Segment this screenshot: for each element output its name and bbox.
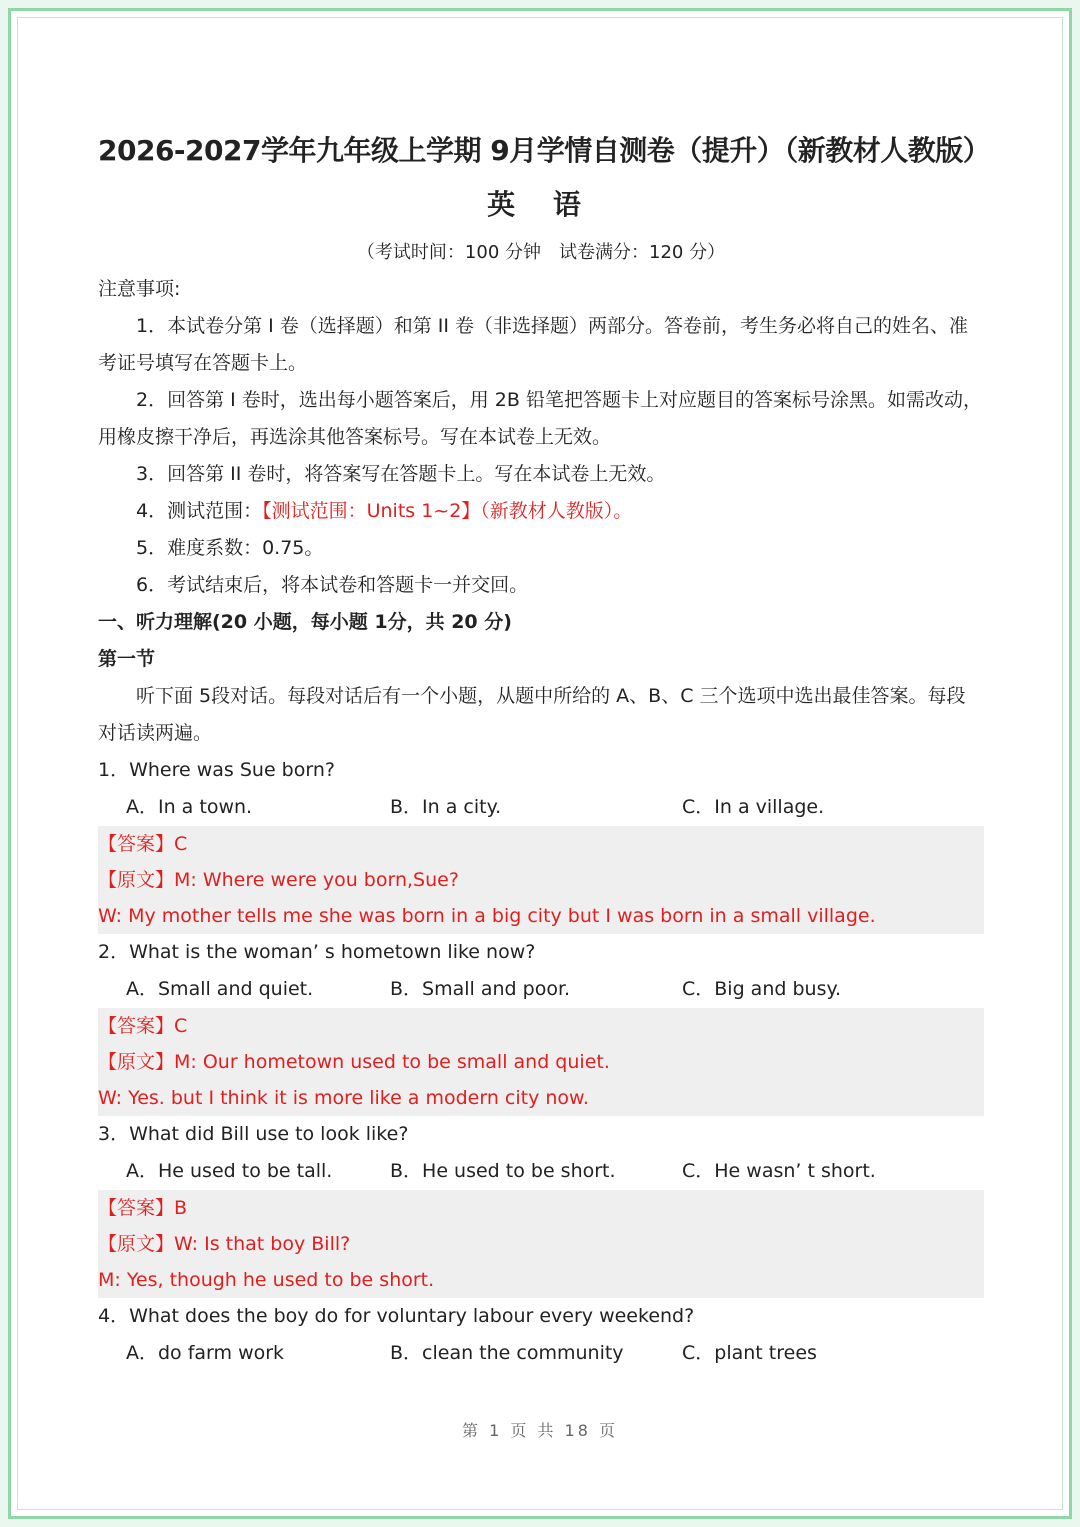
- test-scope: 【测试范围：Units 1~2】（新教材人教版）。: [262, 500, 633, 522]
- option-b: B．In a city.: [390, 796, 502, 818]
- transcript-line: M: Yes, though he used to be short.: [98, 1269, 435, 1291]
- answer: 【答案】C: [98, 1015, 188, 1037]
- transcript-line: 【原文】M: Our hometown used to be small and quiet.: [98, 1051, 610, 1073]
- question-1-stem: 1．Where was Sue born?: [98, 759, 335, 781]
- question-4-options: [98, 1335, 984, 1372]
- listening-instructions: 听下面 5段对话。每段对话后有一个小题，从题中所给的 A、B、C 三个选项中选出最佳答案。每段对话读两遍。: [98, 685, 966, 744]
- section-heading: 一、听力理解(20 小题，每小题 1分，共 20 分): [98, 611, 512, 633]
- transcript-line: W: Yes. but I think it is more like a modern city now.: [98, 1087, 589, 1109]
- subject-title: 英 语: [487, 188, 595, 221]
- page-number: 第 1 页 共 18 页: [462, 1421, 618, 1440]
- option-c: C．plant trees: [682, 1342, 817, 1364]
- option-c: C．Big and busy.: [682, 978, 842, 1000]
- question-4-stem: 4．What does the boy do for voluntary labour every weekend?: [98, 1305, 695, 1327]
- notice-item-2: 2．回答第 I 卷时，选出每小题答案后，用 2B 铅笔把答题卡上对应题目的答案标号涂黑。如需改动，用橡皮擦干净后，再选涂其他答案标号。写在本试卷上无效。: [98, 389, 982, 448]
- question-1-answer-block: [98, 826, 984, 934]
- question-3-answer-block: [98, 1190, 984, 1298]
- option-a: A．Small and quiet.: [126, 978, 314, 1000]
- option-a: A．do farm work: [126, 1342, 285, 1364]
- option-a: A．He used to be tall.: [126, 1160, 333, 1182]
- question-2-options: [98, 971, 984, 1008]
- notice-item-6: 6．考试结束后，将本试卷和答题卡一并交回。: [136, 574, 529, 596]
- notice-item-4-label: 4．测试范围：: [136, 500, 263, 522]
- option-b: B．He used to be short.: [390, 1160, 616, 1182]
- option-b: B．clean the community: [390, 1342, 624, 1364]
- option-c: C．In a village.: [682, 796, 825, 818]
- option-c: C．He wasn’ t short.: [682, 1160, 876, 1182]
- answer: 【答案】B: [98, 1197, 188, 1219]
- question-2-answer-block: [98, 1008, 984, 1116]
- notice-item-4: [98, 493, 984, 530]
- notice-item-3: 3．回答第 II 卷时，将答案写在答题卡上。写在本试卷上无效。: [136, 463, 666, 485]
- option-b: B．Small and poor.: [390, 978, 571, 1000]
- exam-page: [98, 118, 991, 1372]
- transcript-line: 【原文】W: Is that boy Bill?: [98, 1233, 351, 1255]
- option-a: A．In a town.: [126, 796, 253, 818]
- notice-item-5: 5．难度系数：0.75。: [136, 537, 324, 559]
- question-2-stem: 2．What is the woman’ s hometown like now?: [98, 941, 536, 963]
- transcript-line: W: My mother tells me she was born in a big city but I was born in a small village.: [98, 905, 876, 927]
- notice-item-1: 1．本试卷分第 I 卷（选择题）和第 II 卷（非选择题）两部分。答卷前，考生务必将自己的姓名、准考证号填写在答题卡上。: [98, 315, 969, 374]
- transcript-line: 【原文】M: Where were you born,Sue?: [98, 869, 459, 891]
- exam-info: （考试时间：100 分钟 试卷满分：120 分）: [356, 242, 726, 263]
- question-3-stem: 3．What did Bill use to look like?: [98, 1123, 409, 1145]
- part-heading: 第一节: [98, 648, 156, 670]
- question-1-options: [98, 789, 984, 826]
- answer: 【答案】C: [98, 833, 188, 855]
- notice-heading: 注意事项:: [98, 278, 181, 300]
- question-3-options: [98, 1153, 984, 1190]
- exam-title: 2026-2027学年九年级上学期 9月学情自测卷（提升）（新教材人教版）: [98, 134, 991, 167]
